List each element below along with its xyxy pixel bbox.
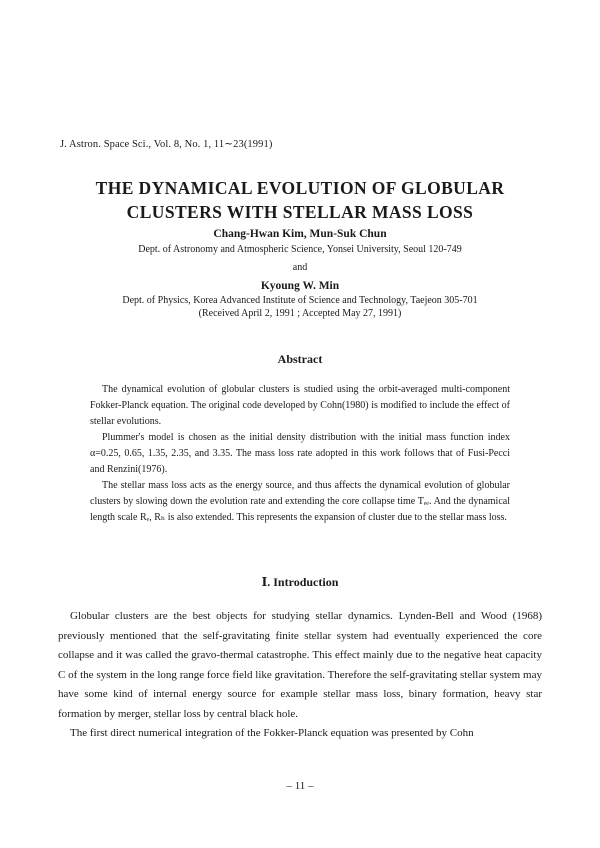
page-number: – 11 – xyxy=(286,780,314,792)
authors-group-1: Chang-Hwan Kim, Mun-Suk Chun xyxy=(213,228,387,240)
introduction-body xyxy=(58,607,542,744)
intro-paragraph: Globular clusters are the best objects for studying stellar dynamics. Lynden-Bell and Wood (1968) previously mentioned that the self-gravitating finite stellar system had eventually experienced the core collapse and it was called the gravo-thermal catastrophe. This effect mainly due to the negative heat capacity C of the system in the long range force field like gravitation. Therefore the self-gravitating stellar system may have some kind of internal energy source for example stellar mass loss, binary formation, heavy star formation by merger, stellar loss by central black hole. xyxy=(58,610,542,720)
journal-reference: J. Astron. Space Sci., Vol. 8, No. 1, 11∼23(1991) xyxy=(60,139,273,150)
paper-title xyxy=(0,176,600,224)
introduction-heading: Ⅰ. Introduction xyxy=(261,575,339,589)
received-dates: (Received April 2, 1991 ; Accepted May 27, 1991) xyxy=(198,308,402,319)
title-line-1: THE DYNAMICAL EVOLUTION OF GLOBULAR xyxy=(95,178,505,198)
authors-group-2: Kyoung W. Min xyxy=(260,280,340,292)
abstract-paragraph: The stellar mass loss acts as the energy source, and thus affects the dynamical evolution of globular clusters by slowing down the evolution rate and extending the core collapse time Tₑₑ. And the dynamical length scale Rₑ, Rₕ is also extended. This represents the expansion of cluster due to the stellar mass loss. xyxy=(90,480,510,523)
abstract-body xyxy=(90,382,510,526)
abstract-heading: Abstract xyxy=(277,352,323,366)
title-line-2: CLUSTERS WITH STELLAR MASS LOSS xyxy=(126,202,474,222)
intro-paragraph: The first direct numerical integration of the Fokker-Planck equation was presented by Cohn xyxy=(70,727,474,739)
affiliation-1: Dept. of Astronomy and Atmospheric Science, Yonsei University, Seoul 120-749 xyxy=(138,244,462,255)
and-separator: and xyxy=(292,262,308,273)
affiliation-2: Dept. of Physics, Korea Advanced Institute of Science and Technology, Taejeon 305-701 xyxy=(122,295,478,306)
abstract-paragraph: The dynamical evolution of globular clusters is studied using the orbit-averaged multi-component Fokker-Planck equation. The original code developed by Cohn(1980) is modified to include the effect of stellar evolutions. xyxy=(90,384,510,427)
abstract-paragraph: Plummer's model is chosen as the initial density distribution with the initial mass function index α=0.25, 0.65, 1.35, 2.35, and 3.35. The mass loss rate adopted in this work follows that of Fusi-Pecci and Renzini(1976). xyxy=(90,432,510,475)
